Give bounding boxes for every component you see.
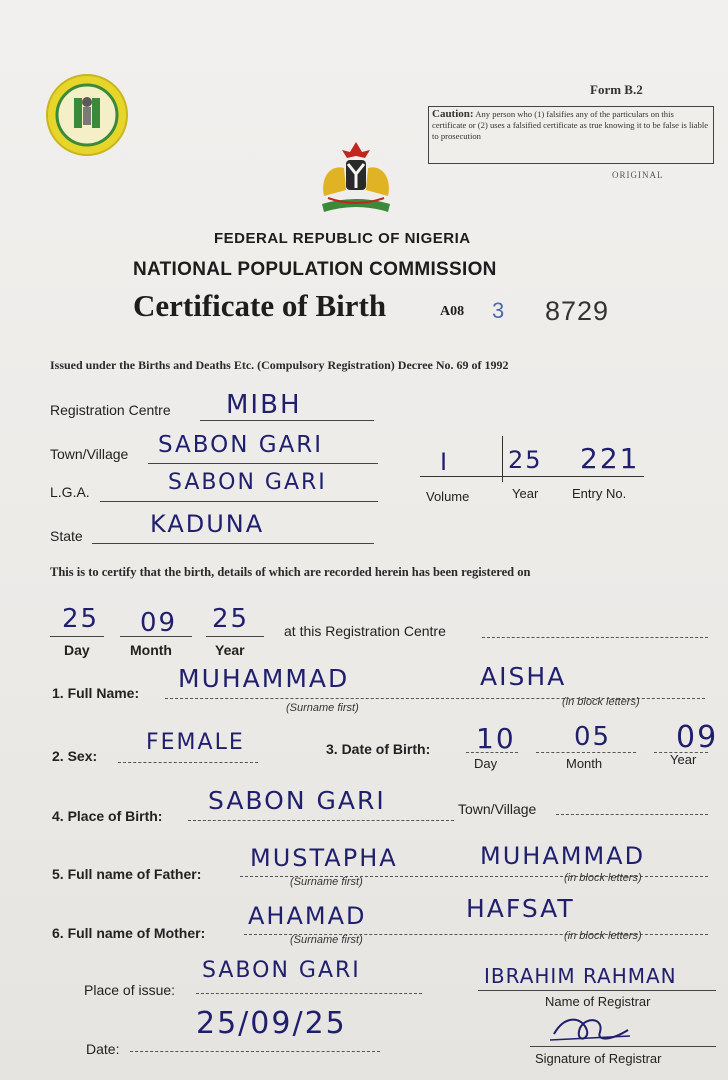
decree-text: Issued under the Births and Deaths Etc. (Compulsory Registration) Decree No. 69 of 1992 [50, 358, 509, 372]
serial-prefix: A08 [440, 304, 465, 319]
dob-day-label: Day [474, 756, 498, 771]
entry-label: Entry No. [572, 486, 627, 501]
dob-day-value: 10 [476, 722, 516, 755]
mother-surname-note: (Surname first) [290, 934, 363, 946]
full-name-label: 1. Full Name: [52, 685, 140, 701]
dob-year-label: Year [670, 752, 697, 767]
registration-centre-suffix: at this Registration Centre [284, 623, 446, 639]
commission-heading: NATIONAL POPULATION COMMISSION [133, 259, 497, 280]
npc-seal-logo [44, 72, 130, 158]
serial-number: 8729 [545, 296, 610, 326]
registered-year-value: 25 [212, 604, 250, 634]
volume-label: Volume [426, 489, 470, 504]
registered-year-label: Year [215, 642, 245, 658]
sex-label: 2. Sex: [52, 748, 98, 764]
date-label: Date: [86, 1041, 120, 1057]
given-name-value: AISHA [480, 662, 567, 691]
original-mark: ORIGINAL [612, 170, 664, 180]
registered-month-value: 09 [140, 608, 178, 638]
coat-of-arms-icon [310, 138, 402, 220]
father-given-value: MUHAMMAD [480, 842, 646, 870]
registered-day-label: Day [64, 642, 90, 658]
place-of-birth-suffix: Town/Village [458, 801, 537, 817]
town-village-label: Town/Village [50, 446, 129, 462]
mother-block-note: (in block letters) [564, 930, 642, 942]
place-of-issue-value: SABON GARI [202, 958, 361, 983]
block-letters-note: (in block letters) [562, 696, 640, 708]
caution-text: Any person who (1) falsifies any of the particulars on this certificate or (2) uses a falsified certificate as true knowing it to be false is liable to prosecution [432, 109, 709, 141]
caution-box [428, 106, 714, 164]
form-number: Form B.2 [590, 82, 643, 97]
state-label: State [50, 528, 83, 544]
dob-month-label: Month [566, 756, 603, 771]
year-label: Year [512, 486, 539, 501]
registration-centre-label: Registration Centre [50, 402, 171, 418]
father-surname-value: MUSTAPHA [250, 844, 398, 872]
sex-value: FEMALE [146, 730, 245, 755]
surname-first-note: (Surname first) [286, 702, 359, 714]
registrar-name-label: Name of Registrar [545, 994, 651, 1009]
place-of-issue-label: Place of issue: [84, 982, 176, 998]
volume-value: I [440, 448, 450, 476]
year-value: 25 [508, 446, 543, 474]
state-value: KADUNA [150, 510, 265, 538]
mother-surname-value: AHAMAD [248, 902, 367, 930]
certify-text: This is to certify that the birth, details of which are recorded herein has been registered on [50, 565, 531, 579]
dob-label: 3. Date of Birth: [326, 741, 431, 757]
lga-label: L.G.A. [50, 484, 90, 500]
date-value: 25/09/25 [196, 1006, 347, 1041]
serial-digits: 3 [492, 298, 505, 323]
surname-value: MUHAMMAD [178, 664, 350, 693]
registered-day-value: 25 [62, 604, 100, 634]
entry-value: 221 [580, 442, 640, 475]
lga-value: SABON GARI [168, 470, 327, 495]
certificate-title: Certificate of Birth [133, 288, 387, 323]
mother-given-value: HAFSAT [466, 894, 575, 923]
place-of-birth-value: SABON GARI [208, 786, 386, 815]
registered-month-label: Month [130, 642, 172, 658]
registrar-signature [540, 1010, 640, 1050]
caution-label: Caution: [432, 108, 474, 120]
dob-year-value: 09 [676, 720, 719, 755]
signature-label: Signature of Registrar [535, 1051, 662, 1066]
registration-centre-value: MIBH [226, 390, 302, 420]
town-village-value: SABON GARI [158, 432, 324, 458]
registrar-name-value: IBRAHIM RAHMAN [484, 964, 677, 988]
father-block-note: (in block letters) [564, 872, 642, 884]
father-name-label: 5. Full name of Father: [52, 866, 202, 882]
mother-name-label: 6. Full name of Mother: [52, 925, 206, 941]
country-heading: FEDERAL REPUBLIC OF NIGERIA [214, 230, 471, 247]
father-surname-note: (Surname first) [290, 876, 363, 888]
place-of-birth-label: 4. Place of Birth: [52, 808, 163, 824]
dob-month-value: 05 [574, 722, 612, 752]
